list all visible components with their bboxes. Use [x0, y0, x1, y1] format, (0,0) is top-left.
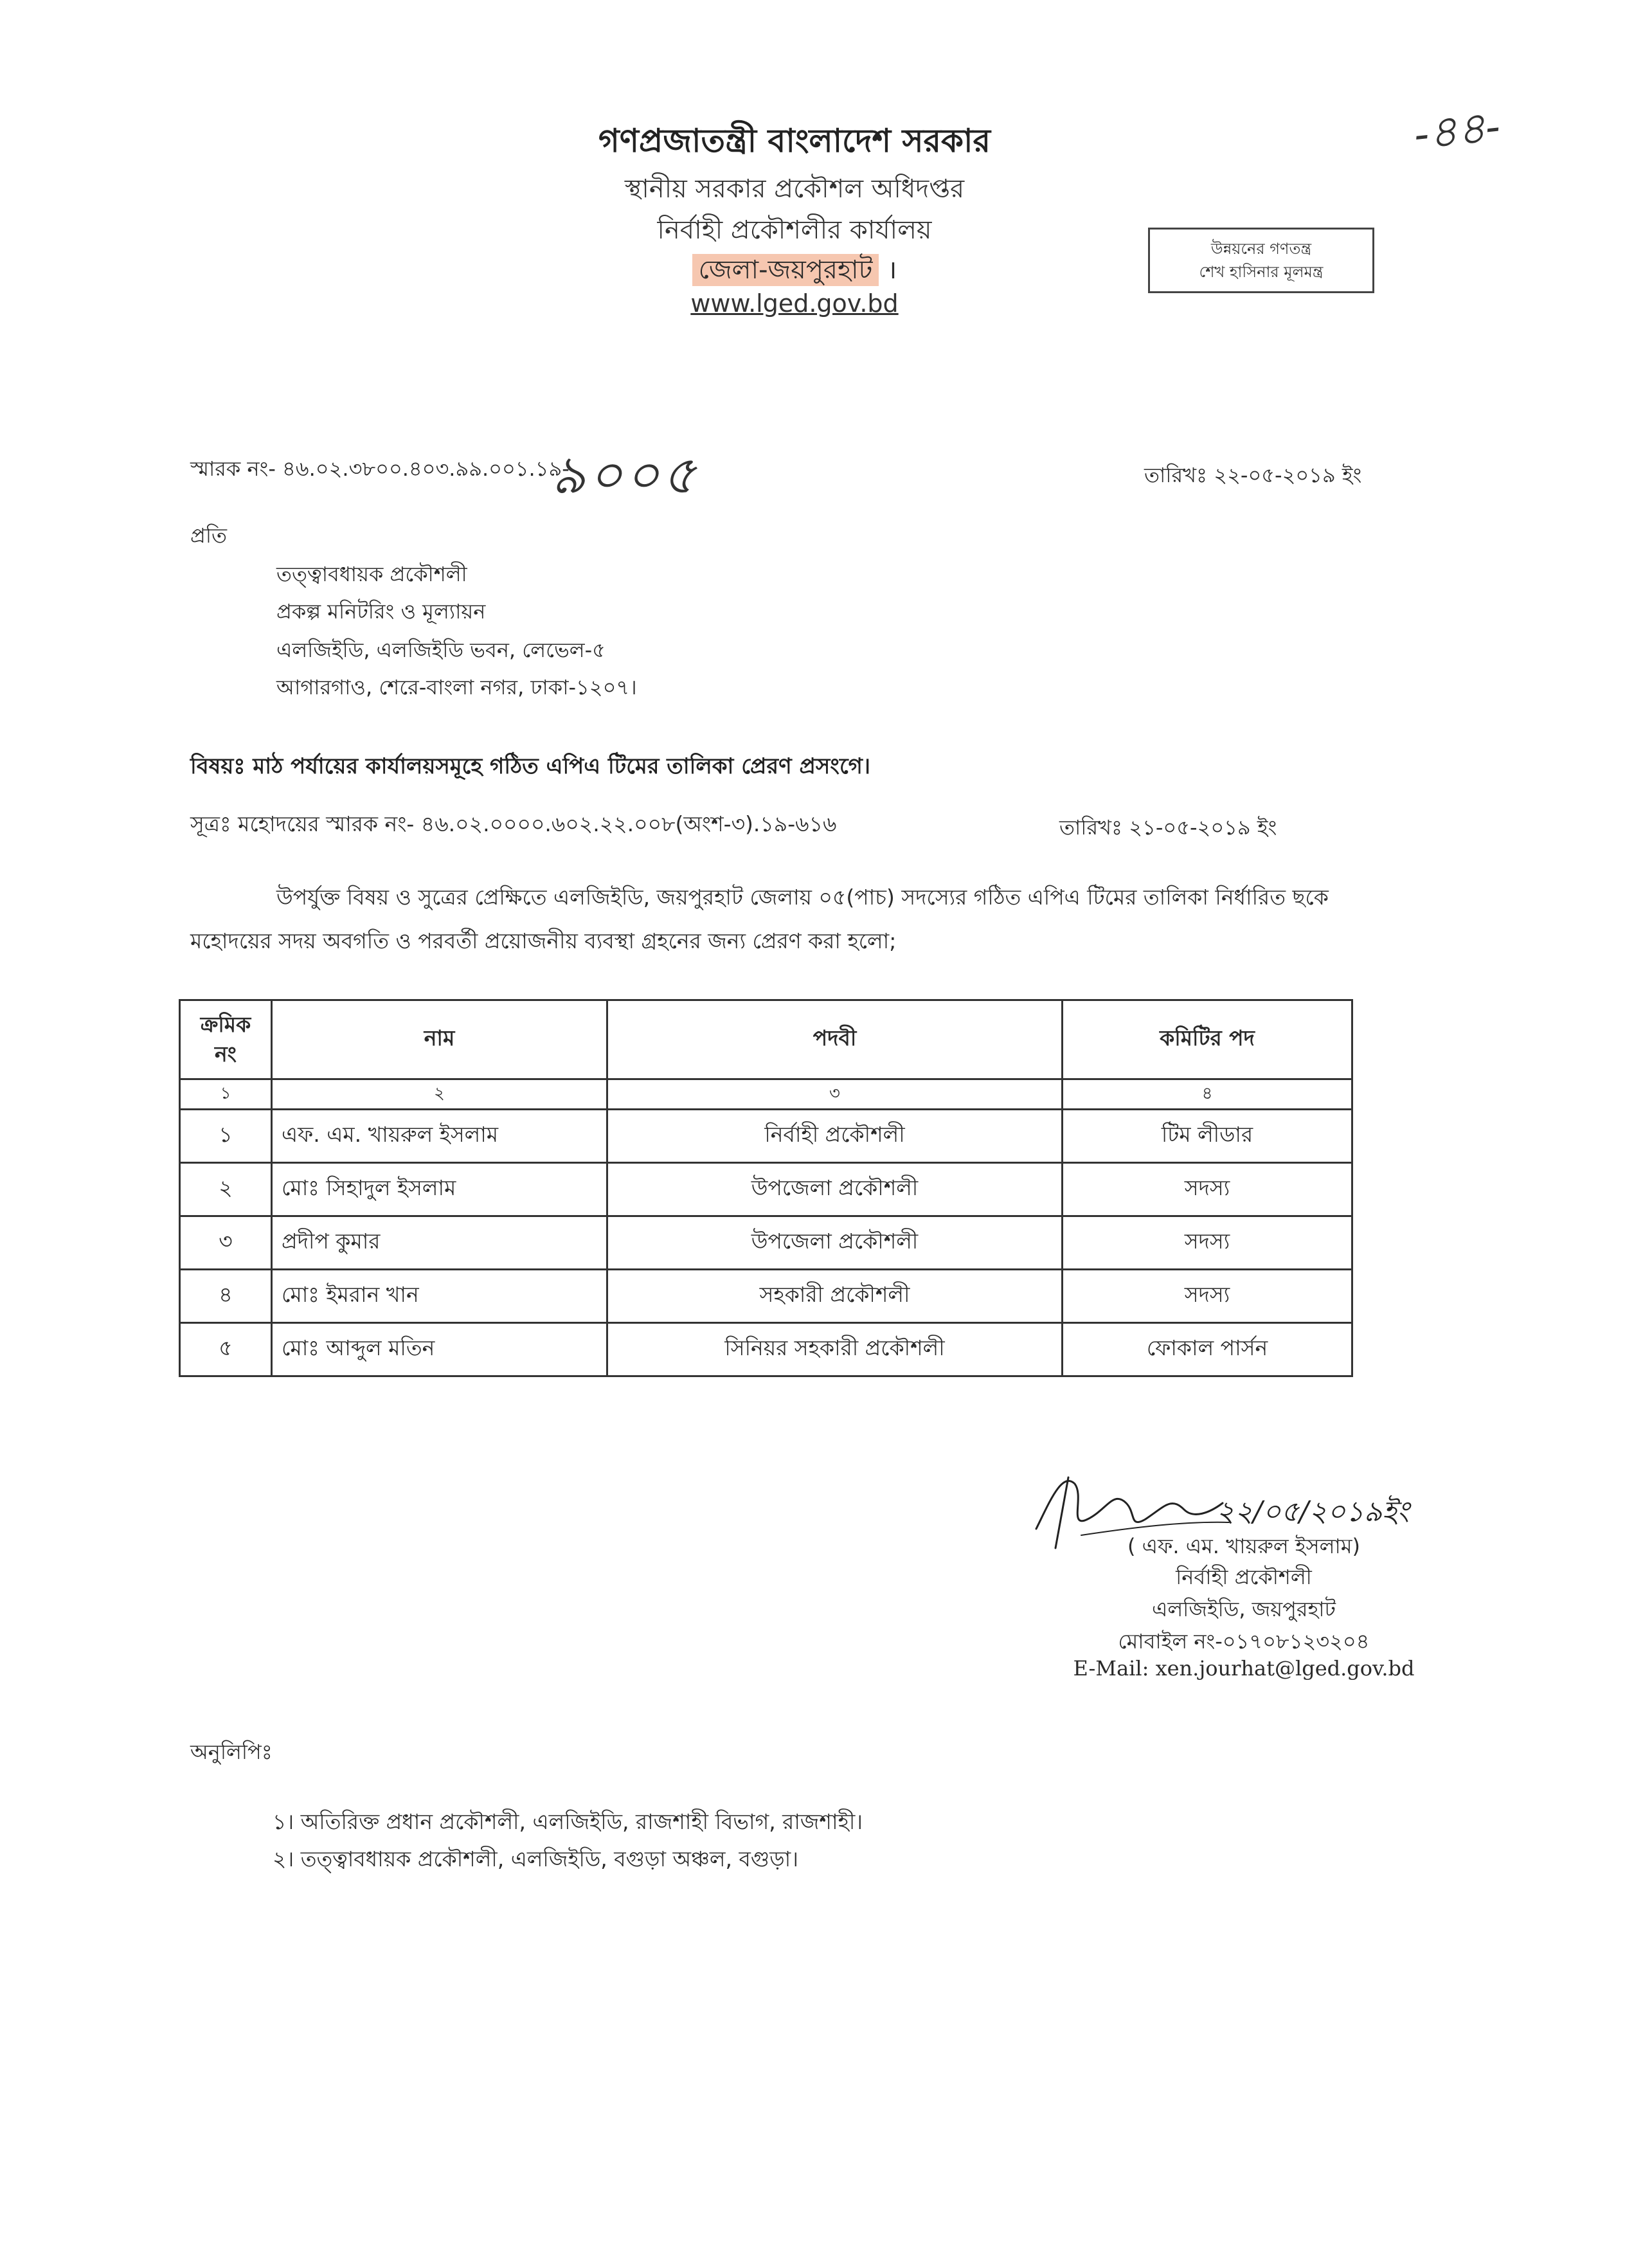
signatory-designation: নির্বাহী প্রকৌশলী	[1176, 1565, 1312, 1589]
cell-designation: সিনিয়র সহকারী প্রকৌশলী	[607, 1323, 1063, 1376]
memo-ref-no: স্মারক নং- ৪৬.০২.৩৮০০.৪০৩.৯৯.০০১.১৯-	[190, 456, 570, 481]
cell-designation: নির্বাহী প্রকৌশলী	[607, 1110, 1063, 1163]
table-row	[180, 1163, 1352, 1216]
website-link[interactable]: www.lged.gov.bd	[690, 289, 899, 318]
col-number: ২	[272, 1079, 607, 1110]
table-column-number-row	[180, 1079, 1352, 1110]
cell-name: এফ. এম. খায়রুল ইসলাম	[272, 1110, 607, 1163]
signatory-name: ( এফ. এম. খায়রুল ইসলাম)	[1127, 1534, 1361, 1558]
col-number: ৪	[1063, 1079, 1352, 1110]
recipient-line: প্রকল্প মনিটরিং ও মূল্যায়ন	[276, 599, 486, 624]
col-number: ১	[180, 1079, 272, 1110]
cell-serial: ২	[180, 1163, 272, 1216]
body-paragraph: উপর্যুক্ত বিষয় ও সুত্রের প্রেক্ষিতে এলজিইডি, জয়পুরহাট জেলায় ০৫(পাচ) সদস্যের গঠিত এপিএ টিমের তালিকা নির্ধারিত ছকে মহোদয়ের সদয় অবগতি ও পরবর্তী প্রয়োজনীয় ব্যবস্থা গ্রহনের জন্য প্রেরণ করা হলো;	[190, 885, 1329, 953]
slogan-line-1: উন্নয়নের গণতন্ত্র	[1210, 240, 1312, 258]
col-header-name: নাম	[272, 1000, 607, 1079]
recipient-line: তত্ত্বাবধায়ক প্রকৌশলী	[276, 562, 467, 586]
district-highlight: জেলা-জয়পুরহাট	[692, 254, 879, 286]
cell-committee-role: ফোকাল পার্সন	[1063, 1323, 1352, 1376]
reference-date: তারিখঃ ২১-০৫-২০১৯ ইং	[1059, 815, 1277, 840]
cell-serial: ১	[180, 1110, 272, 1163]
table-row	[180, 1216, 1352, 1270]
reference-line: সূত্রঃ মহোদয়ের স্মারক নং- ৪৬.০২.০০০০.৬০২.২২.০০৮(অংশ-৩).১৯-৬১৬	[190, 811, 837, 836]
subject-line: বিষয়ঃ মাঠ পর্যায়ের কার্যালয়সমূহে গঠিত এপিএ টিমের তালিকা প্রেরণ প্রসংগে।	[190, 753, 871, 779]
cell-committee-role: সদস্য	[1063, 1270, 1352, 1323]
recipient-line: এলজিইডি, এলজিইডি ভবন, লেভেল-৫	[276, 638, 606, 662]
cell-name: মোঃ আব্দুল মতিন	[272, 1323, 607, 1376]
cell-name: মোঃ সিহাদুল ইসলাম	[272, 1163, 607, 1216]
cell-serial: ৩	[180, 1216, 272, 1270]
col-header-committee-role: কমিটির পদ	[1063, 1000, 1352, 1079]
col-header-serial: ক্রমিক নং	[180, 1000, 272, 1079]
table-row	[180, 1270, 1352, 1323]
signatory-email[interactable]: E-Mail: xen.jourhat@lged.gov.bd	[1073, 1656, 1415, 1681]
memo-date: তারিখঃ ২২-০৫-২০১৯ ইং	[1144, 463, 1362, 487]
cell-serial: ৫	[180, 1323, 272, 1376]
slogan-box	[1148, 228, 1374, 293]
recipient-line: আগারগাও, শেরে-বাংলা নগর, ঢাকা-১২০৭।	[276, 675, 637, 699]
department-name: স্থানীয় সরকার প্রকৌশল অধিদপ্তর	[624, 174, 965, 204]
cell-designation: উপজেলা প্রকৌশলী	[607, 1163, 1063, 1216]
govt-title: গণপ্রজাতন্ত্রী বাংলাদেশ সরকার	[598, 122, 991, 159]
cell-name: মোঃ ইমরান খান	[272, 1270, 607, 1323]
signatory-office: এলজিইডি, জয়পুরহাট	[1152, 1597, 1336, 1621]
cell-committee-role: সদস্য	[1063, 1163, 1352, 1216]
signature-date: ২২/০৫/২০১৯ইং	[1216, 1495, 1410, 1528]
apa-team-table	[179, 999, 1353, 1377]
memo-ref-handwritten: ৯০০৫	[552, 445, 699, 506]
signatory-mobile: মোবাইল নং-০১৭০৮১২৩২০৪	[1118, 1629, 1370, 1654]
recipient-label: প্রতি	[190, 523, 228, 548]
col-number: ৩	[607, 1079, 1063, 1110]
copy-item: ১। অতিরিক্ত প্রধান প্রকৌশলী, এলজিইডি, রাজশাহী বিভাগ, রাজশাহী।	[273, 1809, 863, 1834]
cell-committee-role: সদস্য	[1063, 1216, 1352, 1270]
table-row	[180, 1110, 1352, 1163]
cell-serial: ৪	[180, 1270, 272, 1323]
cell-designation: সহকারী প্রকৌশলী	[607, 1270, 1063, 1323]
copy-item: ২। তত্ত্বাবধায়ক প্রকৌশলী, এলজিইডি, বগুড়া অঞ্চল, বগুড়া।	[273, 1846, 799, 1871]
col-header-designation: পদবী	[607, 1000, 1063, 1079]
cell-name: প্রদীপ কুমার	[272, 1216, 607, 1270]
cell-committee-role: টিম লীডার	[1063, 1110, 1352, 1163]
copies-label: অনুলিপিঃ	[190, 1740, 273, 1764]
handwritten-page-number: -৪৪-	[1411, 101, 1503, 161]
slogan-line-2: শেখ হাসিনার মূলমন্ত্র	[1199, 263, 1324, 281]
table-row	[180, 1323, 1352, 1376]
table-header-row	[180, 1000, 1352, 1079]
district-suffix: ।	[887, 255, 897, 285]
office-name: নির্বাহী প্রকৌশলীর কার্যালয়	[657, 215, 932, 245]
cell-designation: উপজেলা প্রকৌশলী	[607, 1216, 1063, 1270]
